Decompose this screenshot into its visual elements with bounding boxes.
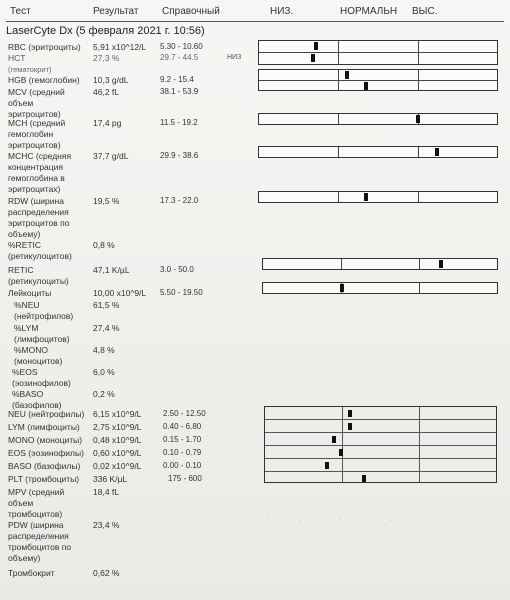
row-label-eos: EOS (эозинофилы) [8,448,84,458]
row-label-neu-pct: %NEU (нейтрофилов) [14,300,74,321]
header-high: ВЫС. [412,6,438,17]
row-value-mono: 0,48 x10^9/L [93,435,142,445]
neu-marker [348,410,352,417]
row-label-lym-pct: %LYM (лимфоцитов) [14,323,70,344]
rbc-marker [314,42,318,50]
row-label-mch: MCH (средний гемоглобин эритроцитов) [8,118,66,150]
row-range-wbc: 5.50 - 19.50 [160,288,203,297]
row-label-plateletcrit: Тромбокрит [8,568,55,578]
row-range-rdw: 17.3 - 22.0 [160,196,199,205]
row-label-retic: RETIC (ретикулоциты) [8,265,69,286]
row-range-mono: 0.15 - 1.70 [163,435,202,444]
row-label-mchc: MCHC (средняя концентрация гемоглобина в эритроцитах) [8,151,72,194]
row-value-lym-pct: 27,4 % [93,323,120,333]
range-bar-rdw [258,191,498,203]
row-label-wbc: Лейкоциты [8,288,52,298]
mch-marker [416,115,420,123]
bar-divider [419,283,420,293]
header-rule [6,21,504,22]
range-bar-mchc [258,146,498,158]
row-flag-hct: НИЗ [227,54,242,61]
grid-row-line [265,432,496,433]
header-test: Тест [10,6,31,17]
row-label-rbc: RBC (эритроциты) [8,42,81,52]
row-label-retic-pct: %RETIC (ретикулоцитов) [8,240,72,261]
lym-marker [348,423,352,430]
baso-marker [325,462,329,469]
row-value-hgb: 10,3 g/dL [93,75,129,85]
row-value-baso: 0,02 x10^9/L [93,461,142,471]
row-label-lym: LYM (лимфоциты) [8,422,80,432]
mono-marker [332,436,336,443]
bar-divider [419,259,420,269]
retic-marker [439,260,443,268]
row-label-baso: BASO (базофилы) [8,461,81,471]
row-value-mch: 17,4 pg [93,118,122,128]
hgb-marker [345,71,349,79]
bar-row-split [259,52,497,53]
row-range-eos: 0.10 - 0.79 [163,448,202,457]
print-speck [390,520,391,521]
row-label-neu: NEU (нейтрофилы) [8,409,85,419]
row-label-hct: HCT [8,53,26,63]
row-range-retic: 3.0 - 50.0 [160,265,194,274]
grid-row-line [265,445,496,446]
row-value-rbc: 5,91 x10^12/L [93,42,147,52]
range-bar-hgb-mcv [258,69,498,91]
row-value-eos: 0,60 x10^9/L [93,448,142,458]
row-label-pdw: PDW (ширина распределения тромбоцитов по объему) [8,520,72,563]
wbc-marker [340,284,344,292]
hct-marker [311,54,315,62]
rdw-marker [364,193,368,201]
row-label-plt: PLT (тромбоциты) [8,474,80,484]
row-range-mcv: 38.1 - 53.9 [160,87,199,96]
row-label-mpv: MPV (средний объем тромбоцитов) [8,487,65,519]
bar-divider [418,147,419,157]
bar-divider [338,192,339,202]
row-value-neu-pct: 61,5 % [93,300,120,310]
row-label-mcv: MCV (средний объем эритроцитов) [8,87,65,119]
row-value-eos-pct: 6,0 % [93,367,115,377]
row-value-lym: 2,75 x10^9/L [93,422,142,432]
row-value-pdw: 23,4 % [93,520,120,530]
grid-row-line [265,419,496,420]
grid-row-line [265,458,496,459]
row-range-hct: 29.7 - 44.5 [160,53,199,62]
row-label-rdw: RDW (ширина распределения эритроцитов по объему) [8,196,70,239]
bar-divider [338,147,339,157]
row-value-retic: 47,1 K/µL [93,265,130,275]
range-bar-mch [258,113,498,125]
row-value-mono-pct: 4,8 % [93,345,115,355]
row-value-plt: 336 K/µL [93,474,128,484]
differential-range-grid [264,406,497,483]
grid-col-line [419,407,420,482]
bar-row-split [259,80,497,81]
bar-divider [418,192,419,202]
row-range-mchc: 29.9 - 38.6 [160,151,199,160]
row-range-rbc: 5.30 - 10.60 [160,42,203,51]
row-label-hct-sub: (гематокрит) [8,65,52,74]
row-range-neu: 2.50 - 12.50 [163,409,206,418]
print-speck [340,518,341,519]
bar-divider [338,114,339,124]
row-value-wbc: 10,00 x10^9/L [93,288,147,298]
plt-marker [362,475,366,482]
row-value-baso-pct: 0,2 % [93,389,115,399]
row-value-mcv: 46,2 fL [93,87,119,97]
print-speck [268,517,269,518]
row-range-plt: 175 - 600 [168,474,202,483]
row-label-baso-pct: %BASO (базофилов) [12,389,62,410]
header-low: НИЗ. [270,6,294,17]
row-value-neu: 6,15 x10^9/L [93,409,142,419]
row-label-mono-pct: %MONO (моноцитов) [14,345,63,366]
row-label-hgb: HGB (гемоглобин) [8,75,80,85]
print-speck [300,520,301,521]
row-range-hgb: 9.2 - 15.4 [160,75,194,84]
row-value-mchc: 37,7 g/dL [93,151,129,161]
row-label-mono: MONO (моноциты) [8,435,83,445]
row-range-mch: 11.5 - 19.2 [160,118,198,127]
row-label-eos-pct: %EOS (эозинофилов) [12,367,71,388]
report-title: LaserCyte Dx (5 февраля 2021 г. 10:56) [6,25,205,37]
header-normal: НОРМАЛЬН [340,6,398,17]
header-result: Результат [93,6,139,17]
range-bar-wbc [262,282,498,294]
row-value-retic-pct: 0,8 % [93,240,115,250]
bar-divider [341,259,342,269]
row-range-lym: 0.40 - 6.80 [163,422,202,431]
row-value-plateletcrit: 0,62 % [93,568,120,578]
row-range-baso: 0.00 - 0.10 [163,461,202,470]
mchc-marker [435,148,439,156]
range-bar-retic [262,258,498,270]
grid-col-line [342,407,343,482]
range-bar-rbc-hct [258,40,498,65]
mcv-marker [364,82,368,90]
grid-row-line [265,471,496,472]
row-value-hct: 27,3 % [93,53,120,63]
row-value-mpv: 18,4 fL [93,487,119,497]
row-value-rdw: 19,5 % [93,196,120,206]
eos-marker [339,449,343,456]
header-reference: Справочный [162,6,220,17]
